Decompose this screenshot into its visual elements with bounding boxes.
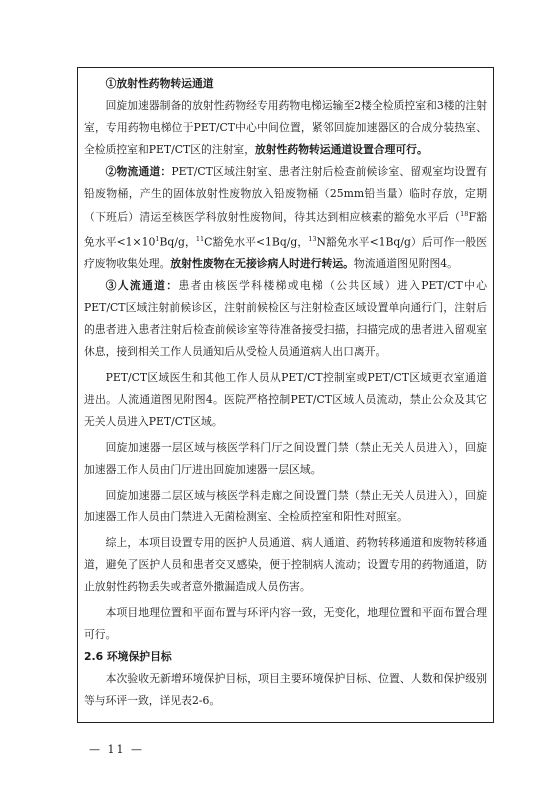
sup-exponent: 1 [155, 234, 160, 243]
logistics-text-4: C豁免水平<1Bq/g， [204, 235, 309, 249]
people-paragraph [84, 275, 487, 363]
content-frame [77, 67, 494, 723]
logistics-heading: ②物流通道： [105, 164, 172, 178]
floor1-paragraph: 回旋加速器一层区域与核医学科门厅之间设置门禁（禁止无关人员进入），回旋加速器工作人员由门厅进出回旋加速器一层区域。 [84, 440, 487, 476]
logistics-text-3: Bq/g， [159, 235, 196, 249]
conclusion-paragraph: 本项目地理位置和平面布置与环评内容一致，无变化，地理位置和平面布置合理可行。 [84, 606, 487, 641]
logistics-emphasis: 放射性废物在无接诊病人时进行转运。 [170, 257, 354, 271]
logistics-text-2: F豁免水平<1×10 [84, 211, 487, 249]
people-text: 患者由核医学科楼梯或电梯（公共区域）进入PET/CT中心PET/CT区域注射前候诊区，注射前候检区与注射检查区域设置单向通行门，注射后的患者进入患者注射后检查前候诊室等待准备接受扫描，扫描完成的患者进入留观室休息，接到相关工作人员通知后从受检人员通道病人出口离开。 [84, 279, 488, 359]
sup-n13: 13 [308, 234, 317, 243]
transport-text: 回旋加速器制备的放射性药物经专用药物电梯运输至2楼全检质控室和3楼的注射室，专用药物电梯位于PET/CT中心中间位置，紧邻回旋加速器区的合成分装热室、全检质控室和PET/CT区的注射室， [84, 98, 487, 156]
people-heading: ③人流通道： [105, 279, 179, 293]
summary-paragraph: 综上，本项目设置专用的医护人员通道、病人通道、药物转移通道和废物转移通道，避免了医护人员和患者交叉感染，便于控制病人流动；设置专用的药物通道，防止放射性药物丢失或者意外撒漏造成人员伤害。 [84, 536, 487, 594]
sup-f18: 18 [460, 210, 469, 219]
section-2-6-title: 2.6 环境保护目标 [84, 649, 172, 663]
transport-heading: ①放射性药物转运通道 [105, 77, 214, 90]
sup-c11: 11 [195, 234, 205, 243]
logistics-paragraph [84, 161, 487, 276]
transport-paragraph [84, 95, 487, 161]
page-number: — 11 — [89, 743, 144, 756]
logistics-tail: 物流通道图见附图4。 [353, 257, 458, 271]
logistics-text-5: N豁免水平<1Bq/g）后可作一般医疗废物收集处理。 [84, 235, 488, 271]
logistics-text-1: PET/CT区域注射室、患者注射后检查前候诊室、留观室均设置有铅废物桶，产生的固体放射性废物放入铅废物桶（25mm铅当量）临时存放，定期（下班后）清运至核医学科放射性废物间，待其达到相应核素的豁免水平后（ [84, 164, 487, 225]
transport-conclusion: 放射性药物转运通道设置合理可行。 [255, 142, 428, 156]
staff-paragraph: PET/CT区域医生和其他工作人员从PET/CT控制室或PET/CT区域更衣室通道进出。人流通道图见附图4。医院严格控制PET/CT区域人员流动，禁止公众及其它无关人员进入PET/CT区域。 [84, 370, 487, 428]
section-2-6-paragraph: 本次验收无新增环境保护目标，项目主要环境保护目标、位置、人数和保护级别等与环评一致，详见表2-6。 [84, 671, 487, 707]
floor2-paragraph: 回旋加速器二层区域与核医学科走廊之间设置门禁（禁止无关人员进入），回旋加速器工作人员由门禁进入无菌检测室、全检质控室和阳性对照室。 [84, 488, 487, 524]
